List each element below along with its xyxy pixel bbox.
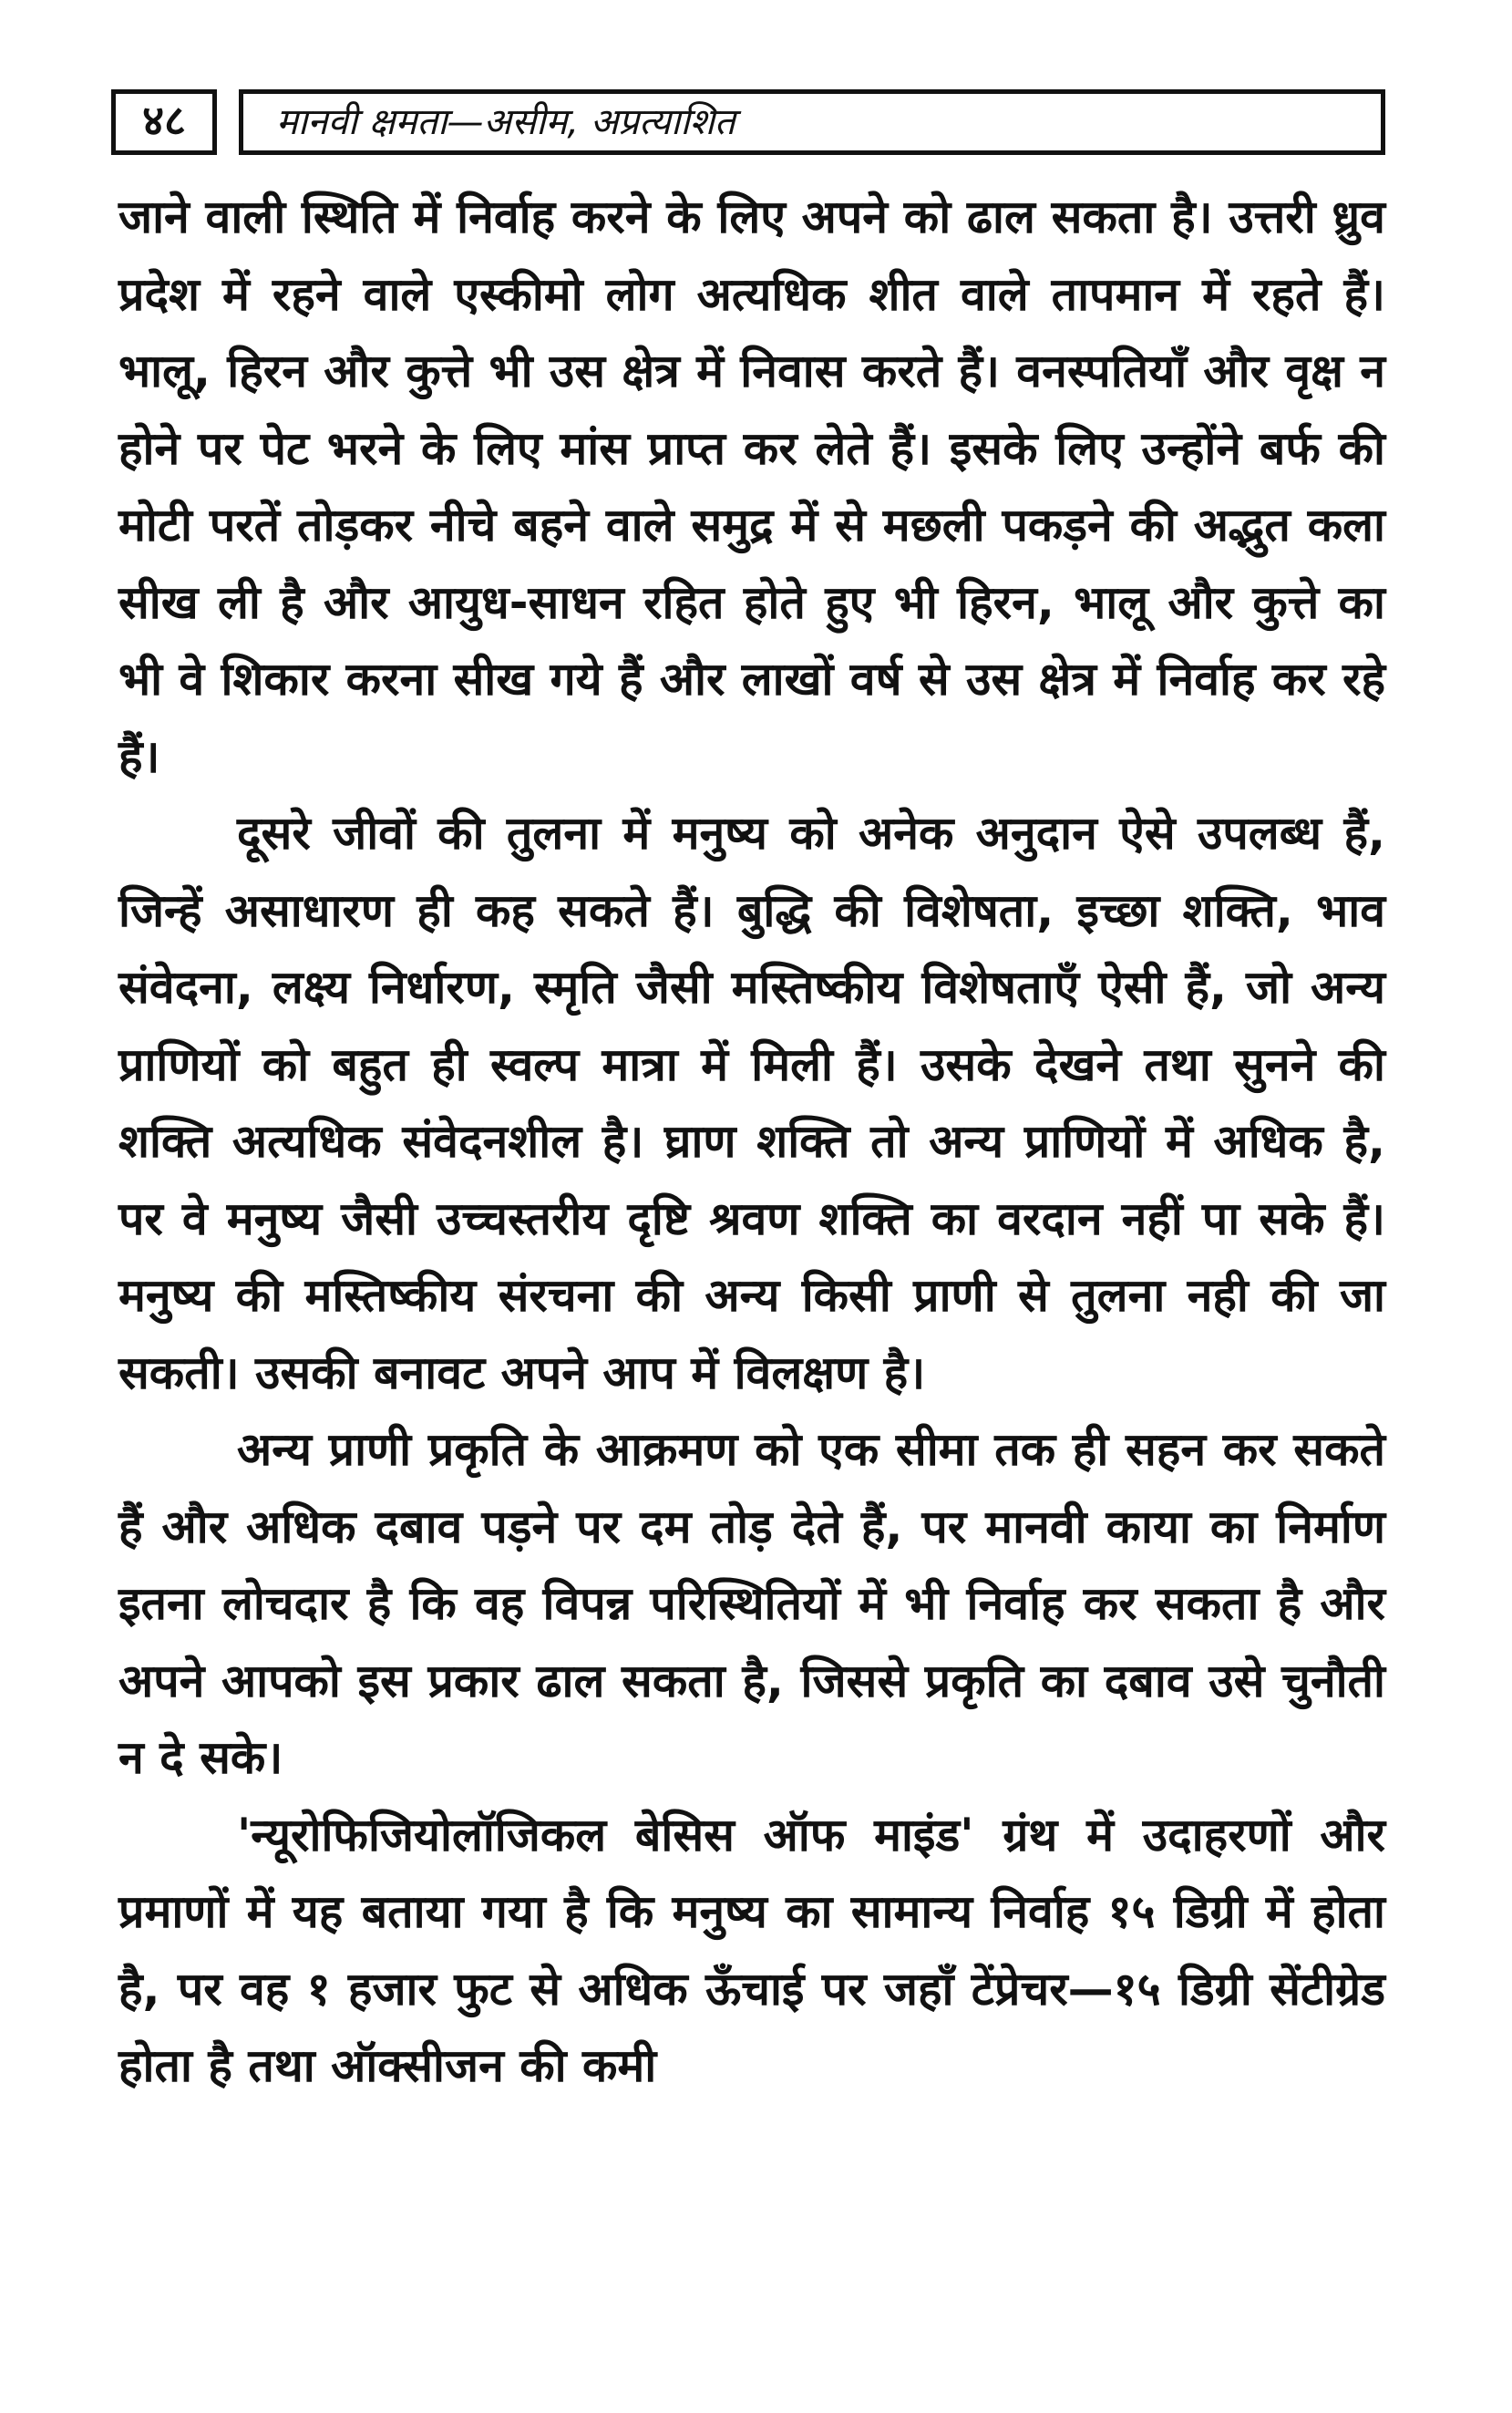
body-text bbox=[118, 179, 1385, 2105]
paragraph: दूसरे जीवों की तुलना में मनुष्य को अनेक अनुदान ऐसे उपलब्ध हैं, जिन्हें असाधारण ही कह सकते हैं। बुद्धि की विशेषता, इच्छा शक्ति, भाव संवेदना, लक्ष्य निर्धारण, स्मृति जैसी मस्तिष्कीय विशेषताएँ ऐसी हैं, जो अन्य प्राणियों को बहुत ही स्वल्प मात्रा में मिली हैं। उसके देखने तथा सुनने की शक्ति अत्यधिक संवेदनशील है। घ्राण शक्ति तो अन्य प्राणियों में अधिक है, पर वे मनुष्य जैसी उच्चस्तरीय दृष्टि श्रवण शक्ति का वरदान नहीं पा सके हैं। मनुष्य की मस्तिष्कीय संरचना की अन्य किसी प्राणी से तुलना नही की जा सकती। उसकी बनावट अपने आप में विलक्षण है। bbox=[118, 807, 1385, 1399]
page-number: ४८ bbox=[142, 96, 186, 145]
running-title-box bbox=[239, 89, 1385, 155]
paragraph-continued: जाने वाली स्थिति में निर्वाह करने के लिए अपने को ढाल सकता है। उत्तरी ध्रुव प्रदेश में रहने वाले एस्कीमो लोग अत्यधिक शीत वाले तापमान में रहते हैं। भालू, हिरन और कुत्ते भी उस क्षेत्र में निवास करते हैं। वनस्पतियाँ और वृक्ष न होने पर पेट भरने के लिए मांस प्राप्त कर लेते हैं। इसके लिए उन्होंने बर्फ की मोटी परतें तोड़कर नीचे बहने वाले समुद्र में से मछली पकड़ने की अद्भुत कला सीख ली है और आयुध-साधन रहित होते हुए भी हिरन, भालू और कुत्ते का भी वे शिकार करना सीख गये हैं और लाखों वर्ष से उस क्षेत्र में निर्वाह कर रहे हैं। bbox=[118, 191, 1385, 783]
paragraph: अन्य प्राणी प्रकृति के आक्रमण को एक सीमा तक ही सहन कर सकते हैं और अधिक दबाव पड़ने पर दम तोड़ देते हैं, पर मानवी काया का निर्माण इतना लोचदार है कि वह विपन्न परिस्थितियों में भी निर्वाह कर सकता है और अपने आपको इस प्रकार ढाल सकता है, जिससे प्रकृति का दबाव उसे चुनौती न दे सके। bbox=[118, 1423, 1385, 1784]
paragraph: 'न्यूरोफिजियोलॉजिकल बेसिस ऑफ माइंड' ग्रंथ में उदाहरणों और प्रमाणों में यह बताया गया है कि मनुष्य का सामान्य निर्वाह १५ डिग्री में होता है, पर वह १ हजार फुट से अधिक ऊँचाई पर जहाँ टेंप्रेचर—१५ डिग्री सेंटीग्रेड होता है तथा ऑक्सीजन की कमी bbox=[118, 1808, 1385, 2092]
page-number-box bbox=[111, 89, 217, 155]
running-title: मानवी क्षमता—असीम, अप्रत्याशित bbox=[276, 100, 735, 143]
page-header bbox=[111, 89, 1385, 159]
